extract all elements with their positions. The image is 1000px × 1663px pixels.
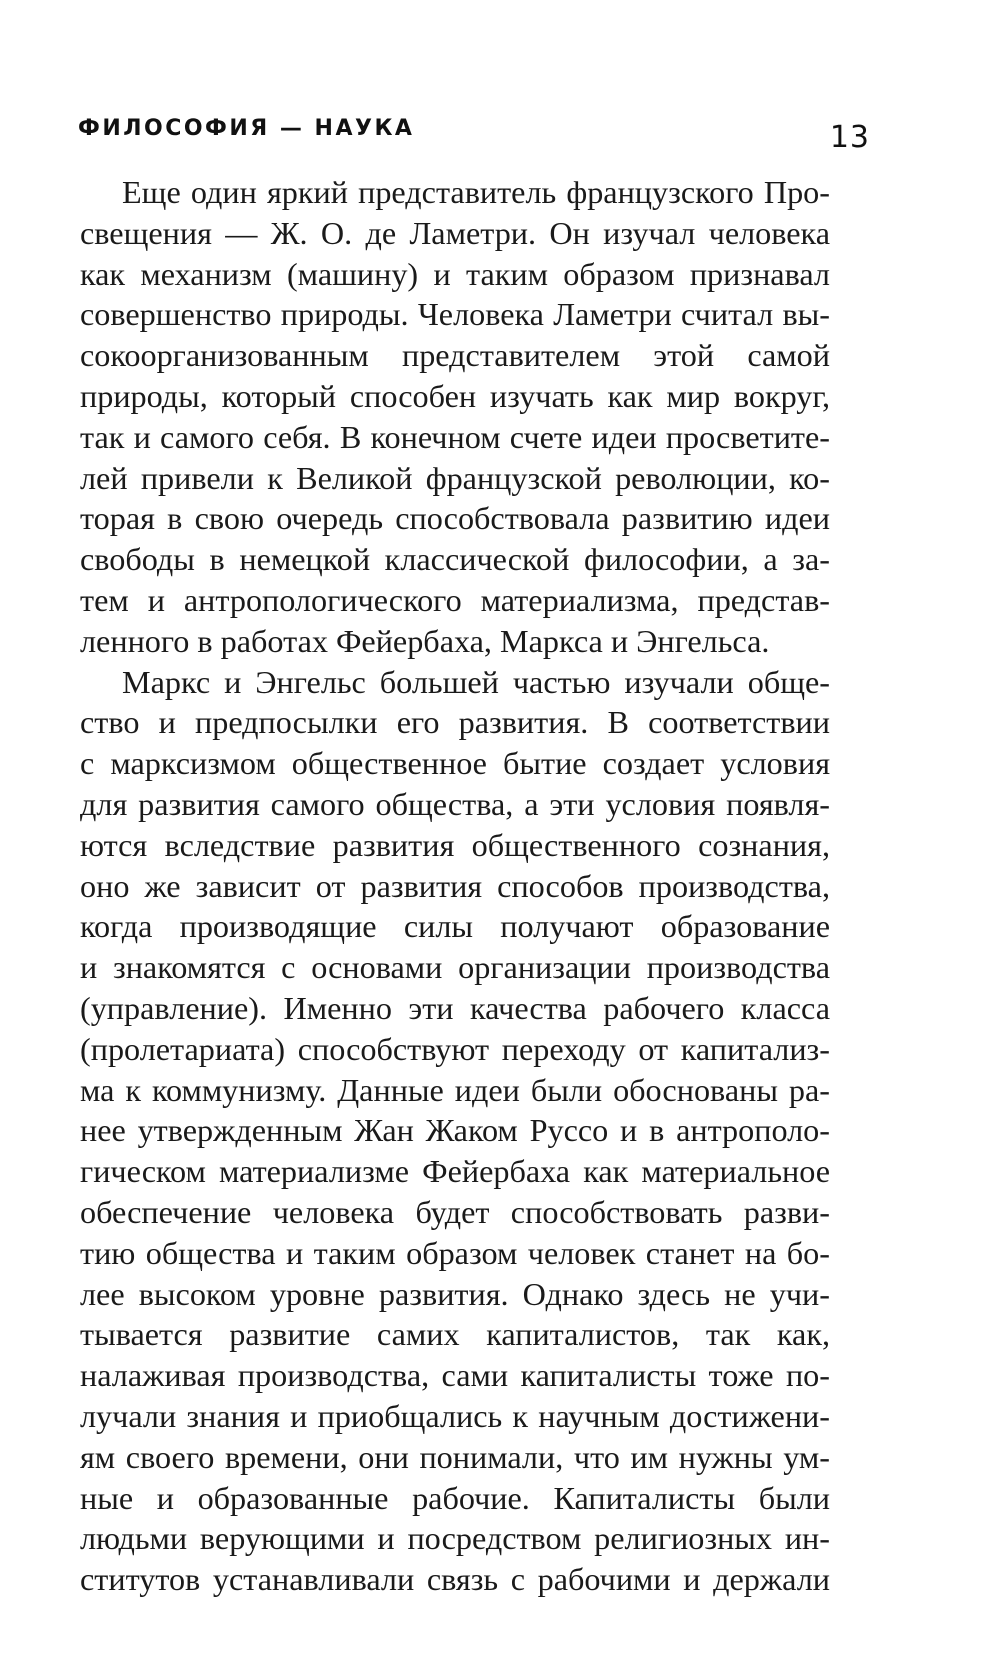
text-line: для развития самого общества, а эти условия появля- [80, 785, 830, 822]
text-line: ям своего времени, они понимали, что им нужны ум- [80, 1438, 830, 1475]
text-line: ные и образованные рабочие. Капиталисты были [80, 1479, 830, 1516]
text-line: тию общества и таким образом человек станет на бо- [80, 1234, 830, 1271]
text-line: налаживая производства, сами капиталисты тоже по- [80, 1357, 830, 1394]
text-line: как механизм (машину) и таким образом признавал [80, 255, 830, 292]
text-line: лучали знания и приобщались к научным достижени- [80, 1397, 830, 1434]
text-line: и знакомятся с основами организации производства [80, 949, 830, 986]
text-line: тем и антропологического материализма, представ- [80, 581, 830, 618]
text-line: Маркс и Энгельс большей частью изучали обще- [122, 663, 830, 700]
text-line: так и самого себя. В конечном счете идеи просветите- [80, 418, 830, 455]
text-line: ются вследствие развития общественного сознания, [80, 826, 830, 863]
text-line: сокоорганизованным представителем этой самой [80, 337, 830, 374]
text-line: ленного в работах Фейербаха, Маркса и Энгельса. [80, 622, 770, 659]
text-line: тывается развитие самих капиталистов, так как, [80, 1316, 830, 1353]
page-number: 13 [829, 120, 870, 155]
text-line: Еще один яркий представитель французского Про- [122, 174, 830, 210]
text-line: ститутов устанавливали связь с рабочими и держали [80, 1561, 830, 1598]
text-line: с марксизмом общественное бытие создает условия [80, 745, 830, 782]
text-line: людьми верующими и посредством религиозных ин- [80, 1520, 830, 1557]
text-line: свещения — Ж. О. де Ламетри. Он изучал человека [80, 214, 830, 251]
body-text [80, 172, 830, 1600]
text-line: торая в свою очередь способствовала развитию идеи [80, 500, 830, 537]
text-line: ма к коммунизму. Данные идеи были обоснованы ра- [80, 1071, 830, 1108]
text-line: лее высоком уровне развития. Однако здесь не учи- [80, 1275, 830, 1312]
text-line: обеспечение человека будет способствовать разви- [80, 1193, 830, 1230]
text-line: (управление). Именно эти качества рабочего класса [80, 989, 830, 1026]
text-line: нее утвержденным Жан Жаком Руссо и в антрополо- [80, 1112, 830, 1149]
text-line: природы, который способен изучать как мир вокруг, [80, 377, 830, 414]
text-line: (пролетариата) способствуют переходу от капитализ- [80, 1030, 830, 1067]
running-title: ФИЛОСОФИЯ — НАУКА [78, 116, 415, 141]
text-line: оно же зависит от развития способов производства, [80, 867, 830, 904]
text-line: лей привели к Великой французской революции, ко- [80, 459, 830, 496]
text-line: ство и предпосылки его развития. В соответствии [80, 704, 830, 741]
text-line: совершенство природы. Человека Ламетри считал вы- [80, 296, 830, 333]
text-line: когда производящие силы получают образование [80, 908, 830, 945]
text-line: свободы в немецкой классической философии, а за- [80, 541, 830, 578]
text-line: гическом материализме Фейербаха как материальное [80, 1153, 830, 1190]
